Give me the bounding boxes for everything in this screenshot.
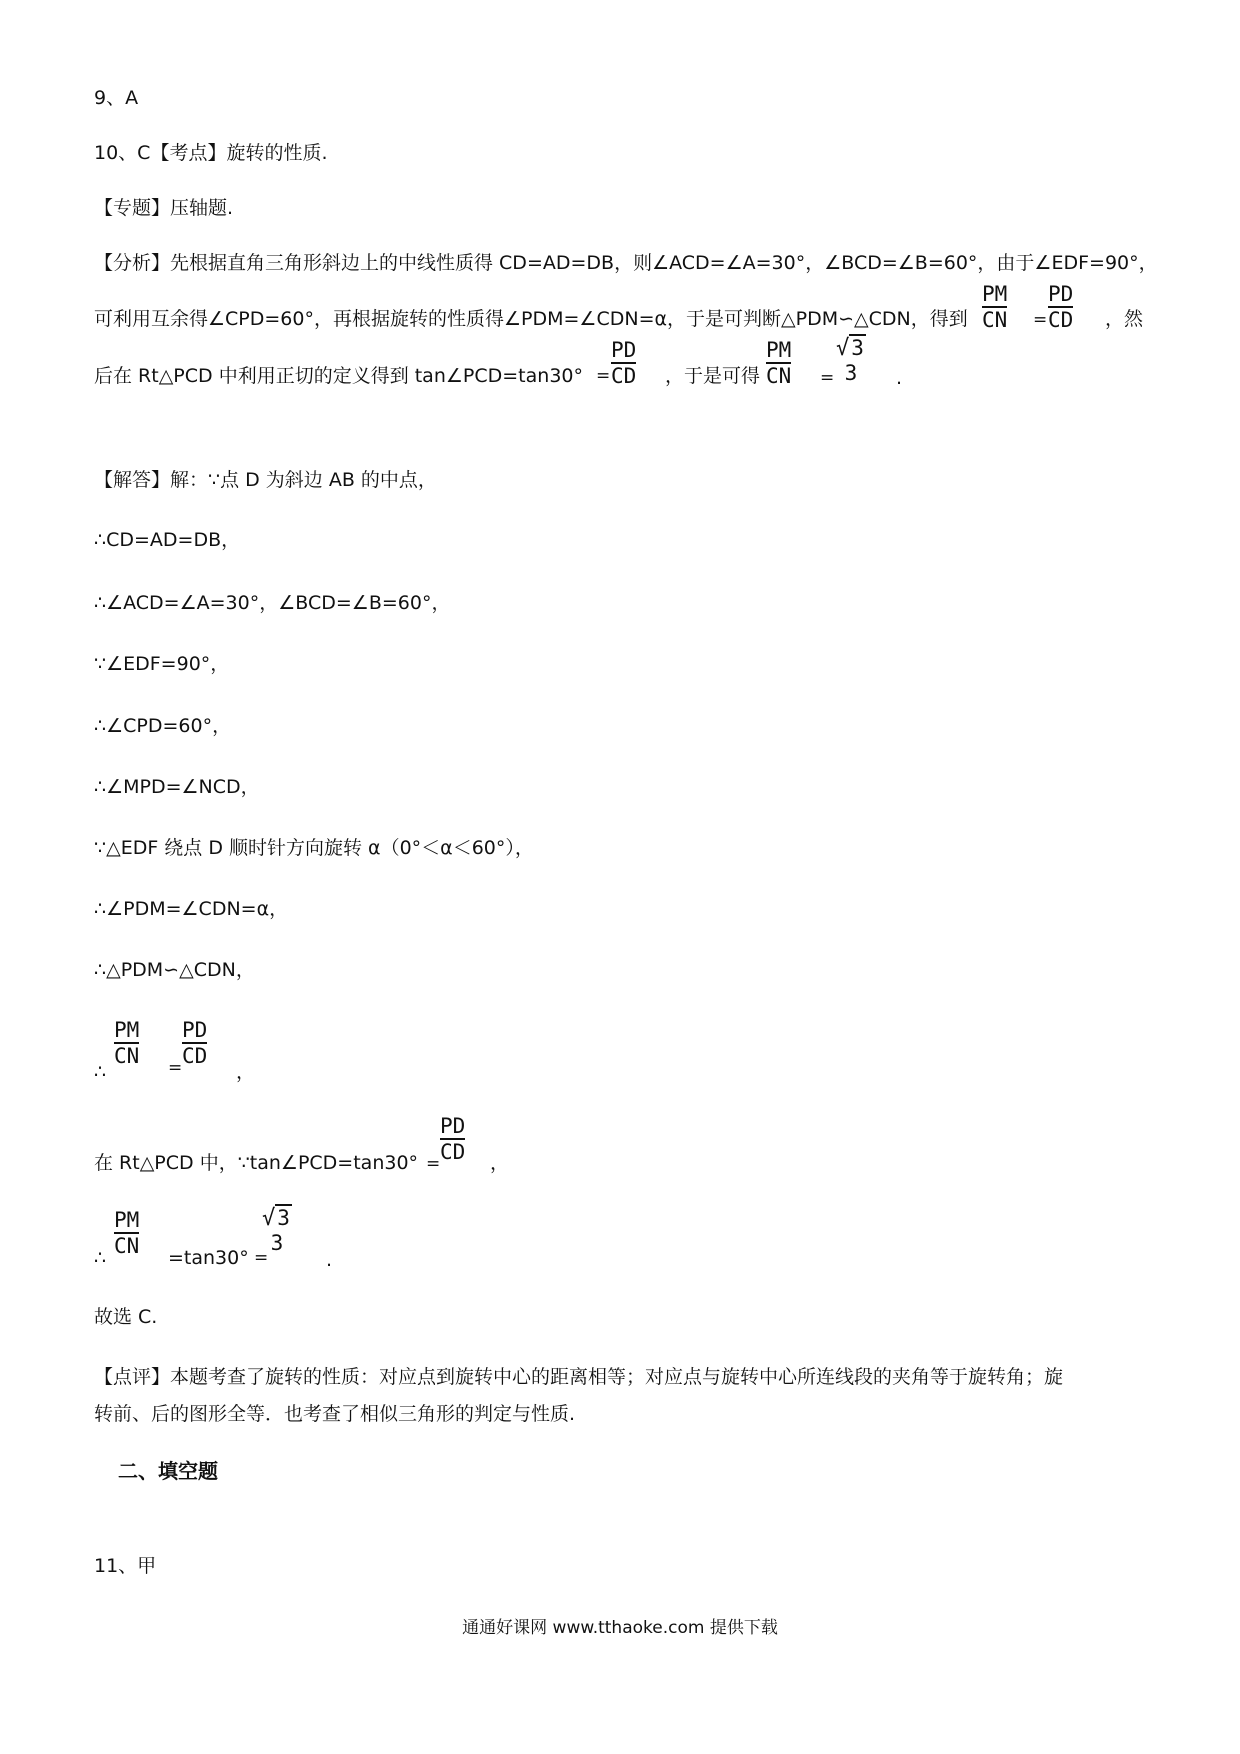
- solution-intro: 【解答】解：∵点 D 为斜边 AB 的中点，: [94, 469, 437, 491]
- solution-step-7: ∴∠PDM=∠CDN=α，: [94, 898, 289, 920]
- fraction-pd-cd: [1048, 282, 1073, 332]
- fraction-pm-cn: [114, 1208, 139, 1258]
- sqrt-root: [836, 336, 866, 361]
- denominator: CN: [114, 1234, 140, 1258]
- fraction-pd-cd: [440, 1114, 465, 1164]
- denominator: CD: [1048, 308, 1074, 332]
- sqrt-symbol: √: [262, 1206, 276, 1231]
- solution-step-3: ∵∠EDF=90°，: [94, 653, 230, 675]
- sqrt-symbol: √: [836, 336, 850, 361]
- denominator: 3: [270, 1231, 284, 1255]
- equals-sign: =: [820, 368, 835, 388]
- page-footer: 通通好课网 www.tthaoke.com 提供下载: [462, 1618, 778, 1638]
- denominator: 3: [844, 361, 858, 385]
- numerator: [836, 336, 866, 361]
- solution-step-10: 在 Rt△PCD 中，∵tan∠PCD=tan30°: [94, 1152, 419, 1174]
- numerator: [262, 1206, 292, 1231]
- analysis-line-2-end: ，然: [1105, 308, 1144, 330]
- fraction-pm-cn: [766, 338, 791, 388]
- fraction-pm-cn: [982, 282, 1007, 332]
- solution-step-8: ∴△PDM∽△CDN，: [94, 959, 255, 981]
- solution-step-5: ∴∠MPD=∠NCD，: [94, 776, 260, 798]
- solution-step-2: ∴∠ACD=∠A=30°，∠BCD=∠B=60°，: [94, 592, 451, 614]
- fraction-pd-cd: [182, 1018, 207, 1068]
- fraction-sqrt3-over-3: [262, 1206, 292, 1255]
- final-choice: 故选 C.: [94, 1306, 158, 1328]
- solution-step-9: ∴: [94, 1061, 107, 1083]
- solution-step-6: ∵△EDF 绕点 D 顺时针方向旋转 α（0°＜α＜60°），: [94, 837, 534, 859]
- answer-10-kaodian: 10、C【考点】旋转的性质.: [94, 142, 328, 164]
- equals-sign: =: [168, 1058, 183, 1078]
- denominator: CN: [114, 1044, 140, 1068]
- numerator: PM: [766, 338, 792, 362]
- analysis-line-2: 可利用互余得∠CPD=60°，再根据旋转的性质得∠PDM=∠CDN=α，于是可判断△PDM∽△CDN，得到: [94, 308, 968, 330]
- equals-sign: =: [1033, 310, 1048, 330]
- numerator: PD: [1048, 282, 1074, 306]
- analysis-line-3-end: .: [896, 367, 903, 389]
- solution-step-1: ∴CD=AD=DB，: [94, 529, 241, 551]
- analysis-line-1: 【分析】先根据直角三角形斜边上的中线性质得 CD=AD=DB，则∠ACD=∠A=30°，∠BCD=∠B=60°，由于∠EDF=90°，: [94, 252, 1158, 274]
- fraction-pm-cn: [114, 1018, 139, 1068]
- radicand: 3: [277, 1206, 290, 1230]
- answer-9: 9、A: [94, 87, 139, 109]
- fraction-sqrt3-over-3: [836, 336, 866, 385]
- fraction-pd-cd: [611, 338, 636, 388]
- solution-step-11-mid: =tan30°: [168, 1247, 249, 1269]
- denominator: CN: [766, 364, 792, 388]
- comment-line-2: 转前、后的图形全等．也考查了相似三角形的判定与性质.: [94, 1403, 576, 1425]
- denominator: CD: [182, 1044, 208, 1068]
- equals-sign: =: [426, 1154, 441, 1174]
- numerator: PD: [611, 338, 637, 362]
- numerator: PD: [440, 1114, 466, 1138]
- denominator: CD: [611, 364, 637, 388]
- equals-sign: =: [596, 366, 611, 386]
- analysis-line-3-mid: ，于是可得: [665, 365, 761, 387]
- equals-sign: =: [254, 1248, 269, 1268]
- answer-11: 11、甲: [94, 1555, 157, 1577]
- sqrt-root: [262, 1206, 292, 1231]
- solution-step-9-end: ，: [236, 1061, 256, 1083]
- radicand: 3: [851, 336, 864, 360]
- solution-step-10-end: ，: [490, 1152, 510, 1174]
- answer-10-zhuanti: 【专题】压轴题.: [94, 197, 234, 219]
- numerator: PD: [182, 1018, 208, 1042]
- comment-line-1: 【点评】本题考查了旋转的性质：对应点到旋转中心的距离相等；对应点与旋转中心所连线段的夹角等于旋转角；旋: [94, 1366, 1064, 1388]
- numerator: PM: [114, 1208, 140, 1232]
- numerator: PM: [982, 282, 1008, 306]
- numerator: PM: [114, 1018, 140, 1042]
- denominator: CN: [982, 308, 1008, 332]
- section-heading: 二、填空题: [118, 1459, 218, 1483]
- solution-step-4: ∴∠CPD=60°，: [94, 715, 232, 737]
- denominator: CD: [440, 1140, 466, 1164]
- solution-step-11-end: .: [326, 1249, 333, 1271]
- solution-step-11: ∴: [94, 1247, 107, 1269]
- analysis-line-3: 后在 Rt△PCD 中利用正切的定义得到 tan∠PCD=tan30°: [94, 365, 583, 387]
